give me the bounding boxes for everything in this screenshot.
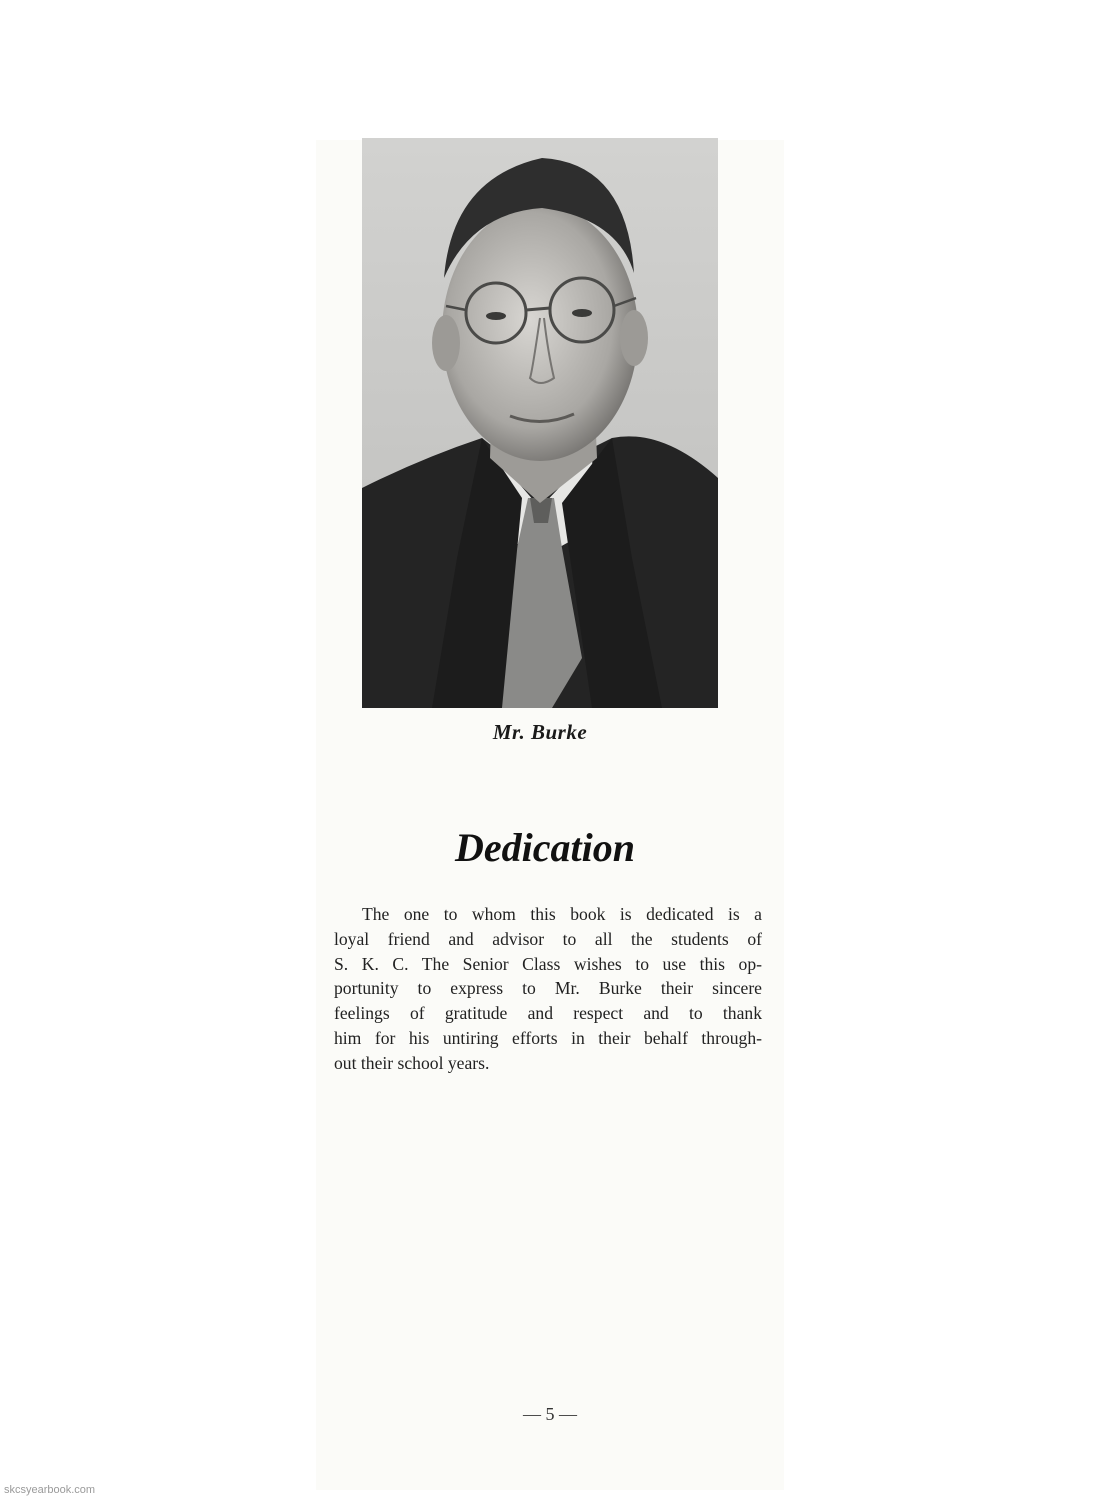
- dedication-line: out their school years.: [334, 1052, 490, 1073]
- site-watermark: skcsyearbook.com: [4, 1484, 96, 1496]
- dedication-heading: Dedication: [455, 825, 635, 870]
- dedication-line: feelings of gratitude and respect and to thank: [334, 1003, 762, 1024]
- portrait-photo: [362, 138, 718, 708]
- dedication-line: S. K. C. The Senior Class wishes to use this op-: [334, 953, 762, 974]
- dedication-text: [334, 902, 762, 1076]
- dedication-line: portunity to express to Mr. Burke their sincere: [334, 978, 762, 999]
- dedication-line: him for his untiring efforts in their behalf through-: [334, 1027, 762, 1048]
- portrait-illustration: [362, 138, 718, 708]
- dedication-line: loyal friend and advisor to all the students of: [334, 928, 762, 949]
- dedication-line: The one to whom this book is dedicated is a: [362, 904, 762, 924]
- photo-caption: Mr. Burke: [492, 720, 588, 744]
- page-number: — 5 —: [523, 1404, 577, 1424]
